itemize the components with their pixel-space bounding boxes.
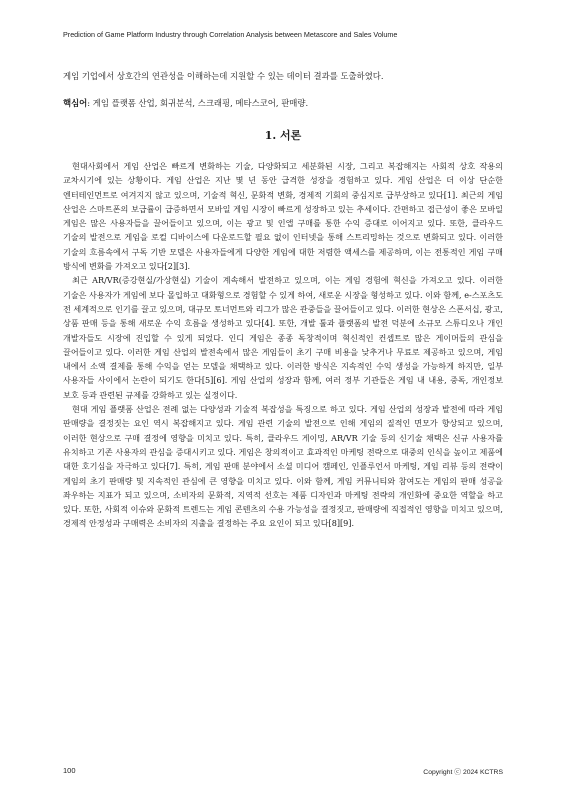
keywords-line [63, 97, 503, 109]
page-body [63, 70, 503, 531]
keywords-label: 핵심어 [63, 98, 88, 108]
page-number: 100 [63, 766, 76, 775]
keywords-text: : 게임 플랫폼 산업, 회귀분석, 스크래핑, 메타스코어, 판매량. [87, 98, 309, 108]
paragraph: 최근 AR/VR(증강현실/가상현실) 기술이 계속해서 발전하고 있으며, 이는 게임 경험에 혁신을 가져오고 있다. 이러한 기술은 사용자가 게임에 보다 몰입하고 대화형으로 경험할 수 있게 하여, 새로운 시장을 형성하고 있다. 이와 함께, e-스포츠도 전 세계적으로 인기를 끌고 있으며, 대규모 토너먼트와 리그가 많은 관중들을 끌어들이고 있다. 이러한 현상은 스폰서십, 광고, 상품 판매 등을 통해 새로운 수익 흐름을 생성하고 있다[4]. 또한, 개발 툴과 플랫폼의 발전 덕분에 소규모 스튜디오나 개인 개발자들도 시장에 진입할 수 있게 되었다. 인디 게임은 종종 독창적이며 혁신적인 컨셉트로 많은 게이머들의 관심을 끌어들이고 있다. 이러한 게임 산업의 발전속에서 많은 게임들이 초기 구매 비용을 낮추거나 무료로 제공하고 있으며, 게임 내에서 소액 결제를 통해 수익을 얻는 모델을 채택하고 있다. 이러한 방식은 지속적인 수익 생성을 가능하게 하지만, 일부 사용자들 사이에서 논란이 되기도 한다[5][6]. 게임 산업의 성장과 함께, 여러 정부 기관들은 게임 내 내용, 중독, 개인정보 보호 등과 관련된 규제를 강화하고 있는 실정이다. [63, 275, 503, 400]
running-header: Prediction of Game Platform Industry through Correlation Analysis between Metascore and Sales Volume [63, 30, 398, 39]
section-title: 1. 서론 [264, 129, 302, 142]
copyright: Copyright ⓒ 2024 KCTRS [423, 769, 503, 776]
abstract-tail: 게임 기업에서 상호간의 연관성을 이해하는데 지원할 수 있는 데이터 결과를 도출하였다. [63, 71, 384, 81]
paragraph: 현대 게임 플랫폼 산업은 전례 없는 다양성과 기술적 복잡성을 특징으로 하고 있다. 게임 산업의 성장과 발전에 따라 게임 판매량을 결정짓는 요인 역시 복잡해지고 있다. 게임 관련 기술의 발전으로 인해 게임의 질적인 면모가 향상되고 있으며, 이러한 현상으로 구매 결정에 영향을 미치고 있다. 특히, 클라우드 게이밍, AR/VR 기술 등의 신기술 채택은 신규 사용자를 유치하고 기존 사용자의 관심을 증대시키고 있다. 게임은 창의적이고 효과적인 마케팅 전략으로 대중의 인식을 높이고 제품에 대한 호기심을 자극하고 있다[7]. 특히, 게임 판매 분야에서 소셜 미디어 캠페인, 인플루언서 마케팅, 게임 리뷰 등의 전략이 게임의 초기 판매량 및 지속적인 관심에 큰 영향을 미치고 있다. 이와 함께, 게임 커뮤니티와 참여도는 게임의 판매 성공을 좌우하는 지표가 되고 있으며, 소비자의 문화적, 지역적 선호는 제품 디자인과 마케팅 전략의 개인화에 중요한 역할을 하고 있다. 또한, 사회적 이슈와 문화적 트렌드는 게임 콘텐츠의 수용 가능성을 결정짓고, 판매량에 직접적인 영향을 미치고 있으며, 경제적 안정성과 구매력은 소비자의 지출을 결정하는 주요 요인이 되고 있다[8][9]. [63, 404, 503, 529]
paragraph: 현대사회에서 게임 산업은 빠르게 변화하는 기술, 다양화되고 세분화된 시장, 그리고 복잡해지는 사회적 상호 작용의 교차시기에 있는 상황이다. 게임 산업은 지난 몇 년 동안 급격한 성장을 경험하고 있다. 게임 산업은 더 이상 단순한 엔터테인먼트로 여겨지지 않고 있으며, 기술적 혁신, 문화적 변화, 경제적 기회의 중심지로 급부상하고 있다[1]. 최근의 게임 산업은 스마트폰의 보급률이 급증하면서 모바일 게임 시장이 빠르게 성장하고 있는 추세이다. 간편하고 접근성이 좋은 모바일 게임은 많은 사용자들을 끌어들이고 있으며, 이는 광고 및 인앱 구매를 통한 수익 증대로 이어지고 있다. 또한, 클라우드 기술의 발전으로 게임을 로컬 디바이스에 다운로드할 필요 없이 인터넷을 통해 스트리밍하는 것으로 변화되고 있다. 이러한 기술의 흐름속에서 구독 기반 모델은 사용자들에게 다양한 게임에 대한 저렴한 액세스를 제공하며, 이는 전통적인 게임 구매 방식에 변화를 가져오고 있다[2][3]. [63, 161, 503, 272]
